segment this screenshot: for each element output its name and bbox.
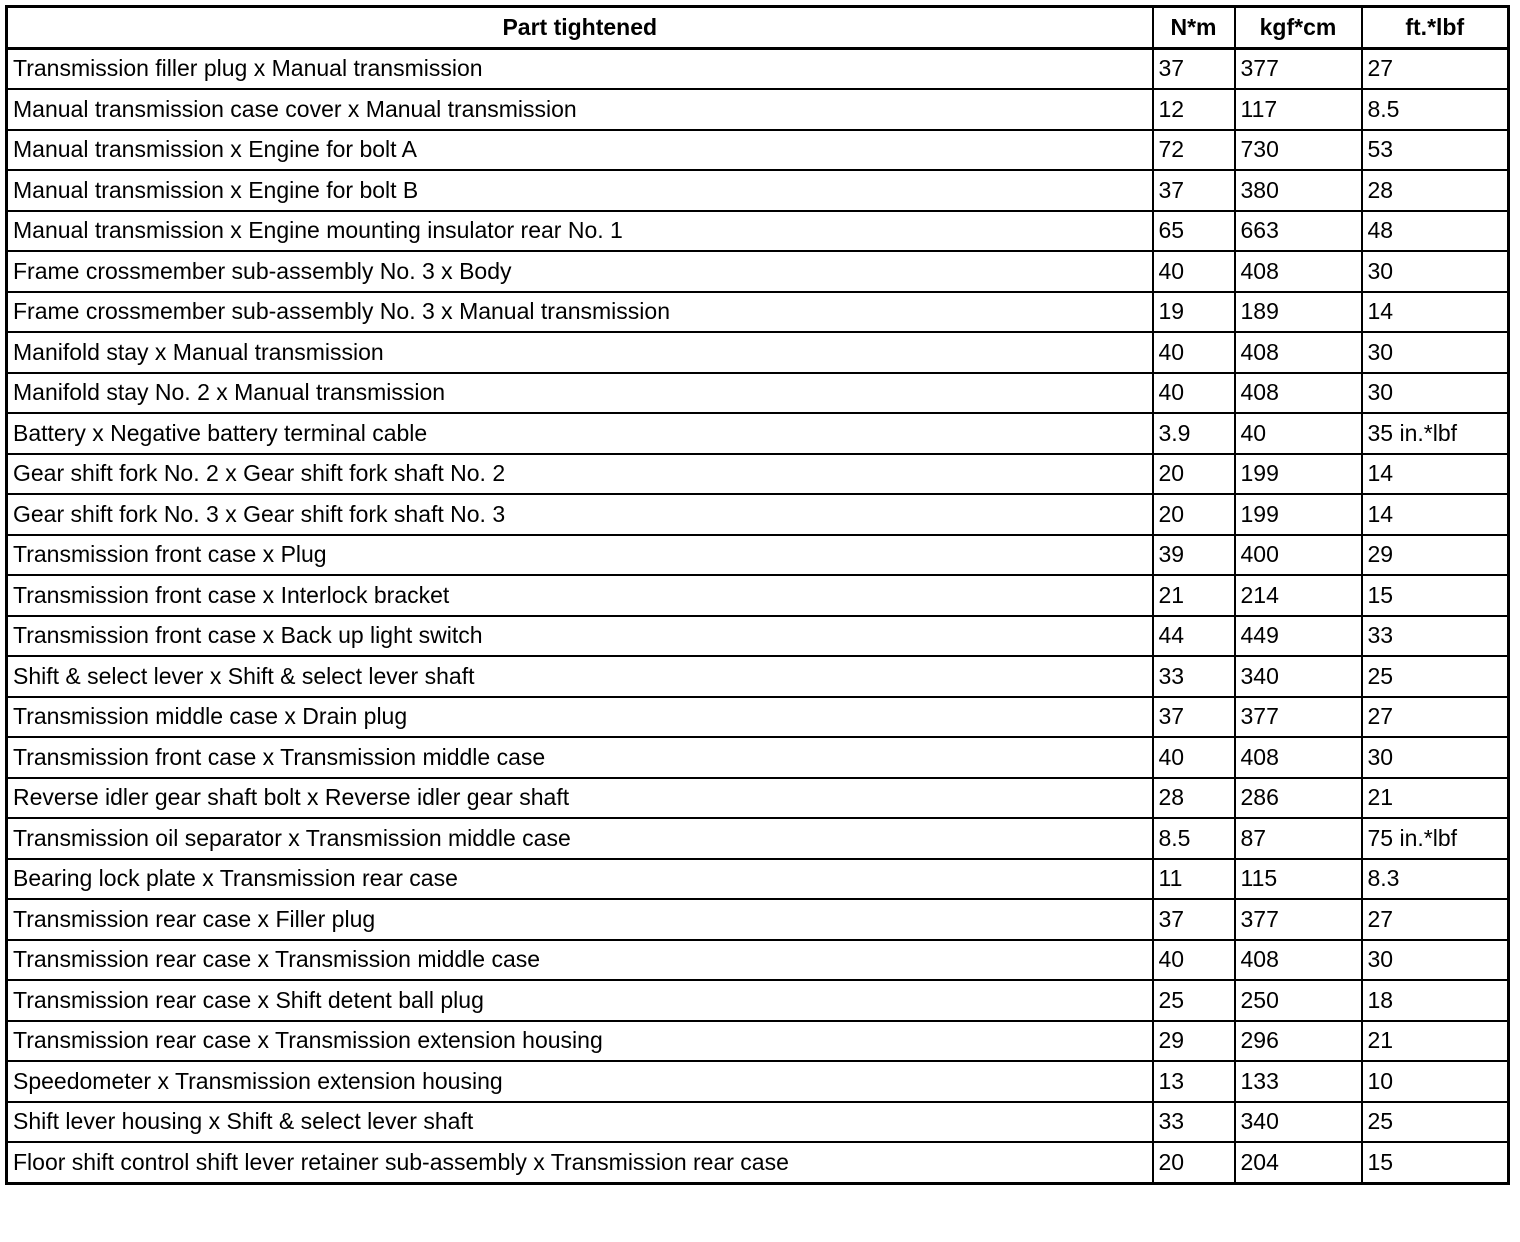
ft-lbf-cell: 48 — [1362, 211, 1509, 252]
newton-meter-cell: 29 — [1153, 1021, 1235, 1062]
newton-meter-cell: 37 — [1153, 170, 1235, 211]
part-tightened-cell: Transmission middle case x Drain plug — [7, 697, 1153, 738]
table-row — [7, 130, 1509, 171]
kgf-cm-cell: 408 — [1235, 251, 1362, 292]
newton-meter-cell: 19 — [1153, 292, 1235, 333]
table-row — [7, 251, 1509, 292]
table-row — [7, 494, 1509, 535]
table-row — [7, 980, 1509, 1021]
part-tightened-cell: Manual transmission case cover x Manual transmission — [7, 89, 1153, 130]
kgf-cm-cell: 377 — [1235, 899, 1362, 940]
newton-meter-cell: 33 — [1153, 656, 1235, 697]
kgf-cm-cell: 286 — [1235, 778, 1362, 819]
table-row — [7, 616, 1509, 657]
newton-meter-cell: 21 — [1153, 575, 1235, 616]
newton-meter-cell: 37 — [1153, 899, 1235, 940]
newton-meter-cell: 25 — [1153, 980, 1235, 1021]
table-row — [7, 859, 1509, 900]
table-row — [7, 89, 1509, 130]
kgf-cm-cell: 340 — [1235, 1102, 1362, 1143]
kgf-cm-cell: 730 — [1235, 130, 1362, 171]
kgf-cm-cell: 663 — [1235, 211, 1362, 252]
table-row — [7, 575, 1509, 616]
table-row — [7, 48, 1509, 89]
part-tightened-cell: Shift & select lever x Shift & select lever shaft — [7, 656, 1153, 697]
kgf-cm-cell: 449 — [1235, 616, 1362, 657]
part-tightened-cell: Reverse idler gear shaft bolt x Reverse idler gear shaft — [7, 778, 1153, 819]
table-row — [7, 818, 1509, 859]
part-tightened-cell: Manual transmission x Engine for bolt A — [7, 130, 1153, 171]
kgf-cm-cell: 377 — [1235, 697, 1362, 738]
ft-lbf-cell: 8.3 — [1362, 859, 1509, 900]
ft-lbf-cell: 75 in.*lbf — [1362, 818, 1509, 859]
table-row — [7, 535, 1509, 576]
table-body — [7, 48, 1509, 1183]
part-tightened-cell: Gear shift fork No. 2 x Gear shift fork shaft No. 2 — [7, 454, 1153, 495]
newton-meter-cell: 11 — [1153, 859, 1235, 900]
ft-lbf-cell: 53 — [1362, 130, 1509, 171]
ft-lbf-cell: 10 — [1362, 1061, 1509, 1102]
newton-meter-cell: 40 — [1153, 332, 1235, 373]
ft-lbf-cell: 27 — [1362, 899, 1509, 940]
ft-lbf-cell: 28 — [1362, 170, 1509, 211]
newton-meter-cell: 72 — [1153, 130, 1235, 171]
newton-meter-cell: 20 — [1153, 1142, 1235, 1183]
part-tightened-cell: Shift lever housing x Shift & select lever shaft — [7, 1102, 1153, 1143]
ft-lbf-cell: 30 — [1362, 940, 1509, 981]
kgf-cm-cell: 250 — [1235, 980, 1362, 1021]
part-tightened-cell: Transmission front case x Transmission middle case — [7, 737, 1153, 778]
ft-lbf-cell: 21 — [1362, 1021, 1509, 1062]
table-row — [7, 940, 1509, 981]
kgf-cm-cell: 408 — [1235, 373, 1362, 414]
kgf-cm-cell: 296 — [1235, 1021, 1362, 1062]
part-tightened-cell: Manual transmission x Engine for bolt B — [7, 170, 1153, 211]
part-tightened-cell: Battery x Negative battery terminal cable — [7, 413, 1153, 454]
header-ft-lbf: ft.*lbf — [1362, 7, 1509, 49]
ft-lbf-cell: 18 — [1362, 980, 1509, 1021]
newton-meter-cell: 37 — [1153, 48, 1235, 89]
newton-meter-cell: 40 — [1153, 373, 1235, 414]
part-tightened-cell: Transmission front case x Plug — [7, 535, 1153, 576]
table-row — [7, 413, 1509, 454]
table-row — [7, 737, 1509, 778]
newton-meter-cell: 40 — [1153, 737, 1235, 778]
table-row — [7, 697, 1509, 738]
table-row — [7, 1142, 1509, 1183]
newton-meter-cell: 44 — [1153, 616, 1235, 657]
ft-lbf-cell: 8.5 — [1362, 89, 1509, 130]
part-tightened-cell: Transmission oil separator x Transmission middle case — [7, 818, 1153, 859]
table-row — [7, 1061, 1509, 1102]
newton-meter-cell: 13 — [1153, 1061, 1235, 1102]
kgf-cm-cell: 408 — [1235, 940, 1362, 981]
ft-lbf-cell: 15 — [1362, 575, 1509, 616]
header-kgf-cm: kgf*cm — [1235, 7, 1362, 49]
part-tightened-cell: Frame crossmember sub-assembly No. 3 x Body — [7, 251, 1153, 292]
ft-lbf-cell: 30 — [1362, 373, 1509, 414]
ft-lbf-cell: 27 — [1362, 697, 1509, 738]
torque-specification-table — [5, 5, 1510, 1185]
table-row — [7, 292, 1509, 333]
newton-meter-cell: 3.9 — [1153, 413, 1235, 454]
kgf-cm-cell: 214 — [1235, 575, 1362, 616]
ft-lbf-cell: 30 — [1362, 251, 1509, 292]
kgf-cm-cell: 377 — [1235, 48, 1362, 89]
ft-lbf-cell: 25 — [1362, 656, 1509, 697]
table-row — [7, 170, 1509, 211]
table-row — [7, 1021, 1509, 1062]
table-row — [7, 211, 1509, 252]
part-tightened-cell: Transmission rear case x Transmission middle case — [7, 940, 1153, 981]
part-tightened-cell: Manifold stay x Manual transmission — [7, 332, 1153, 373]
part-tightened-cell: Transmission front case x Interlock bracket — [7, 575, 1153, 616]
newton-meter-cell: 40 — [1153, 940, 1235, 981]
kgf-cm-cell: 408 — [1235, 332, 1362, 373]
newton-meter-cell: 28 — [1153, 778, 1235, 819]
table-row — [7, 656, 1509, 697]
ft-lbf-cell: 29 — [1362, 535, 1509, 576]
kgf-cm-cell: 380 — [1235, 170, 1362, 211]
part-tightened-cell: Transmission rear case x Shift detent ball plug — [7, 980, 1153, 1021]
part-tightened-cell: Transmission filler plug x Manual transmission — [7, 48, 1153, 89]
newton-meter-cell: 33 — [1153, 1102, 1235, 1143]
header-part-tightened: Part tightened — [7, 7, 1153, 49]
part-tightened-cell: Bearing lock plate x Transmission rear case — [7, 859, 1153, 900]
kgf-cm-cell: 400 — [1235, 535, 1362, 576]
part-tightened-cell: Manifold stay No. 2 x Manual transmission — [7, 373, 1153, 414]
ft-lbf-cell: 27 — [1362, 48, 1509, 89]
newton-meter-cell: 20 — [1153, 454, 1235, 495]
table-header — [7, 7, 1509, 49]
ft-lbf-cell: 21 — [1362, 778, 1509, 819]
header-newton-meter: N*m — [1153, 7, 1235, 49]
table-row — [7, 1102, 1509, 1143]
ft-lbf-cell: 30 — [1362, 332, 1509, 373]
kgf-cm-cell: 204 — [1235, 1142, 1362, 1183]
header-row — [7, 7, 1509, 49]
newton-meter-cell: 40 — [1153, 251, 1235, 292]
ft-lbf-cell: 35 in.*lbf — [1362, 413, 1509, 454]
ft-lbf-cell: 30 — [1362, 737, 1509, 778]
part-tightened-cell: Transmission front case x Back up light switch — [7, 616, 1153, 657]
kgf-cm-cell: 115 — [1235, 859, 1362, 900]
part-tightened-cell: Gear shift fork No. 3 x Gear shift fork shaft No. 3 — [7, 494, 1153, 535]
kgf-cm-cell: 340 — [1235, 656, 1362, 697]
newton-meter-cell: 8.5 — [1153, 818, 1235, 859]
part-tightened-cell: Transmission rear case x Filler plug — [7, 899, 1153, 940]
part-tightened-cell: Manual transmission x Engine mounting insulator rear No. 1 — [7, 211, 1153, 252]
kgf-cm-cell: 199 — [1235, 454, 1362, 495]
kgf-cm-cell: 117 — [1235, 89, 1362, 130]
table-row — [7, 778, 1509, 819]
kgf-cm-cell: 199 — [1235, 494, 1362, 535]
kgf-cm-cell: 133 — [1235, 1061, 1362, 1102]
part-tightened-cell: Transmission rear case x Transmission extension housing — [7, 1021, 1153, 1062]
table-row — [7, 332, 1509, 373]
table-row — [7, 899, 1509, 940]
kgf-cm-cell: 408 — [1235, 737, 1362, 778]
ft-lbf-cell: 25 — [1362, 1102, 1509, 1143]
part-tightened-cell: Floor shift control shift lever retainer sub-assembly x Transmission rear case — [7, 1142, 1153, 1183]
newton-meter-cell: 39 — [1153, 535, 1235, 576]
kgf-cm-cell: 40 — [1235, 413, 1362, 454]
newton-meter-cell: 12 — [1153, 89, 1235, 130]
kgf-cm-cell: 189 — [1235, 292, 1362, 333]
ft-lbf-cell: 14 — [1362, 494, 1509, 535]
part-tightened-cell: Speedometer x Transmission extension housing — [7, 1061, 1153, 1102]
newton-meter-cell: 65 — [1153, 211, 1235, 252]
ft-lbf-cell: 33 — [1362, 616, 1509, 657]
newton-meter-cell: 20 — [1153, 494, 1235, 535]
ft-lbf-cell: 15 — [1362, 1142, 1509, 1183]
kgf-cm-cell: 87 — [1235, 818, 1362, 859]
table-row — [7, 373, 1509, 414]
ft-lbf-cell: 14 — [1362, 292, 1509, 333]
part-tightened-cell: Frame crossmember sub-assembly No. 3 x Manual transmission — [7, 292, 1153, 333]
newton-meter-cell: 37 — [1153, 697, 1235, 738]
ft-lbf-cell: 14 — [1362, 454, 1509, 495]
table-row — [7, 454, 1509, 495]
